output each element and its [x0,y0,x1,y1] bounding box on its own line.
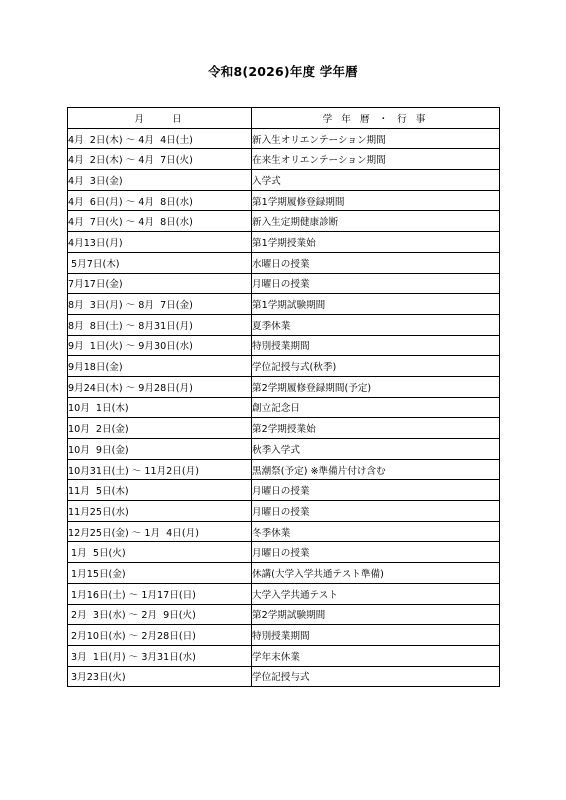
row-date: 3月23日(火) [68,666,252,687]
row-date: 5月7日(木) [68,252,252,273]
row-event: 第1学期履修登録期間 [252,190,500,211]
table-row [68,583,500,604]
table-row [68,314,500,335]
row-date: 9月18日(金) [68,356,252,377]
row-date: 3月 1日(月) ～ 3月31日(水) [68,645,252,666]
header-event: 学 年 暦 ・ 行 事 [252,108,500,129]
row-event: 学位記授与式 [252,666,500,687]
table-row [68,335,500,356]
table-row [68,356,500,377]
row-event: 第1学期授業始 [252,232,500,253]
row-date: 4月 7日(火) ～ 4月 8日(水) [68,211,252,232]
page-title: 令和8(2026)年度 学年暦 [208,64,358,79]
table-row [68,521,500,542]
row-event: 特別授業期間 [252,335,500,356]
row-event: 第2学期試験期間 [252,604,500,625]
table-row [68,397,500,418]
table-row [68,376,500,397]
row-date: 11月25日(水) [68,501,252,522]
table-row [68,563,500,584]
row-event: 在来生オリエンテーション期間 [252,149,500,170]
row-event: 第2学期授業始 [252,418,500,439]
row-event: 水曜日の授業 [252,252,500,273]
row-date: 4月 2日(木) ～ 4月 7日(火) [68,149,252,170]
row-event: 冬季休業 [252,521,500,542]
table-row [68,128,500,149]
row-date: 7月17日(金) [68,273,252,294]
row-date: 9月 1日(火) ～ 9月30日(水) [68,335,252,356]
row-event: 第2学期履修登録期間(予定) [252,376,500,397]
row-event: 第1学期試験期間 [252,294,500,315]
row-date: 4月 2日(木) ～ 4月 4日(土) [68,128,252,149]
table-row [68,439,500,460]
row-event: 新入生定期健康診断 [252,211,500,232]
row-event: 休講(大学入学共通テスト準備) [252,563,500,584]
row-date: 1月16日(土) ～ 1月17日(日) [68,583,252,604]
row-event: 秋季入学式 [252,439,500,460]
table-row [68,666,500,687]
table-row [68,542,500,563]
table-row [68,604,500,625]
row-event: 大学入学共通テスト [252,583,500,604]
row-event: 月曜日の授業 [252,501,500,522]
table-row [68,273,500,294]
table-body [68,128,500,687]
row-event: 入学式 [252,170,500,191]
row-date: 9月24日(木) ～ 9月28日(月) [68,376,252,397]
row-event: 月曜日の授業 [252,273,500,294]
table-row [68,418,500,439]
academic-calendar-table [67,107,500,687]
row-date: 1月15日(金) [68,563,252,584]
row-event: 学位記授与式(秋季) [252,356,500,377]
table-header-row [68,108,500,129]
row-date: 12月25日(金) ～ 1月 4日(月) [68,521,252,542]
table-row [68,149,500,170]
header-date: 月 日 [68,108,252,129]
row-date: 1月 5日(火) [68,542,252,563]
row-date: 10月 9日(金) [68,439,252,460]
table-row [68,459,500,480]
table-row [68,211,500,232]
table-row [68,232,500,253]
row-date: 8月 8日(土) ～ 8月31日(月) [68,314,252,335]
row-event: 月曜日の授業 [252,542,500,563]
row-event: 新入生オリエンテーション期間 [252,128,500,149]
row-date: 4月 6日(月) ～ 4月 8日(水) [68,190,252,211]
row-date: 2月10日(水) ～ 2月28日(日) [68,625,252,646]
row-date: 10月 1日(木) [68,397,252,418]
row-event: 創立記念日 [252,397,500,418]
row-event: 夏季休業 [252,314,500,335]
table-row [68,625,500,646]
row-date: 4月 3日(金) [68,170,252,191]
table-row [68,480,500,501]
row-event: 黒潮祭(予定) ※準備片付け含む [252,459,500,480]
table-row [68,294,500,315]
row-date: 4月13日(月) [68,232,252,253]
row-event: 学年末休業 [252,645,500,666]
row-event: 月曜日の授業 [252,480,500,501]
row-date: 11月 5日(木) [68,480,252,501]
table-row [68,501,500,522]
row-event: 特別授業期間 [252,625,500,646]
row-date: 2月 3日(水) ～ 2月 9日(火) [68,604,252,625]
table-row [68,190,500,211]
table-row [68,252,500,273]
row-date: 10月31日(土) ～ 11月2日(月) [68,459,252,480]
table-row [68,170,500,191]
row-date: 8月 3日(月) ～ 8月 7日(金) [68,294,252,315]
table-row [68,645,500,666]
row-date: 10月 2日(金) [68,418,252,439]
